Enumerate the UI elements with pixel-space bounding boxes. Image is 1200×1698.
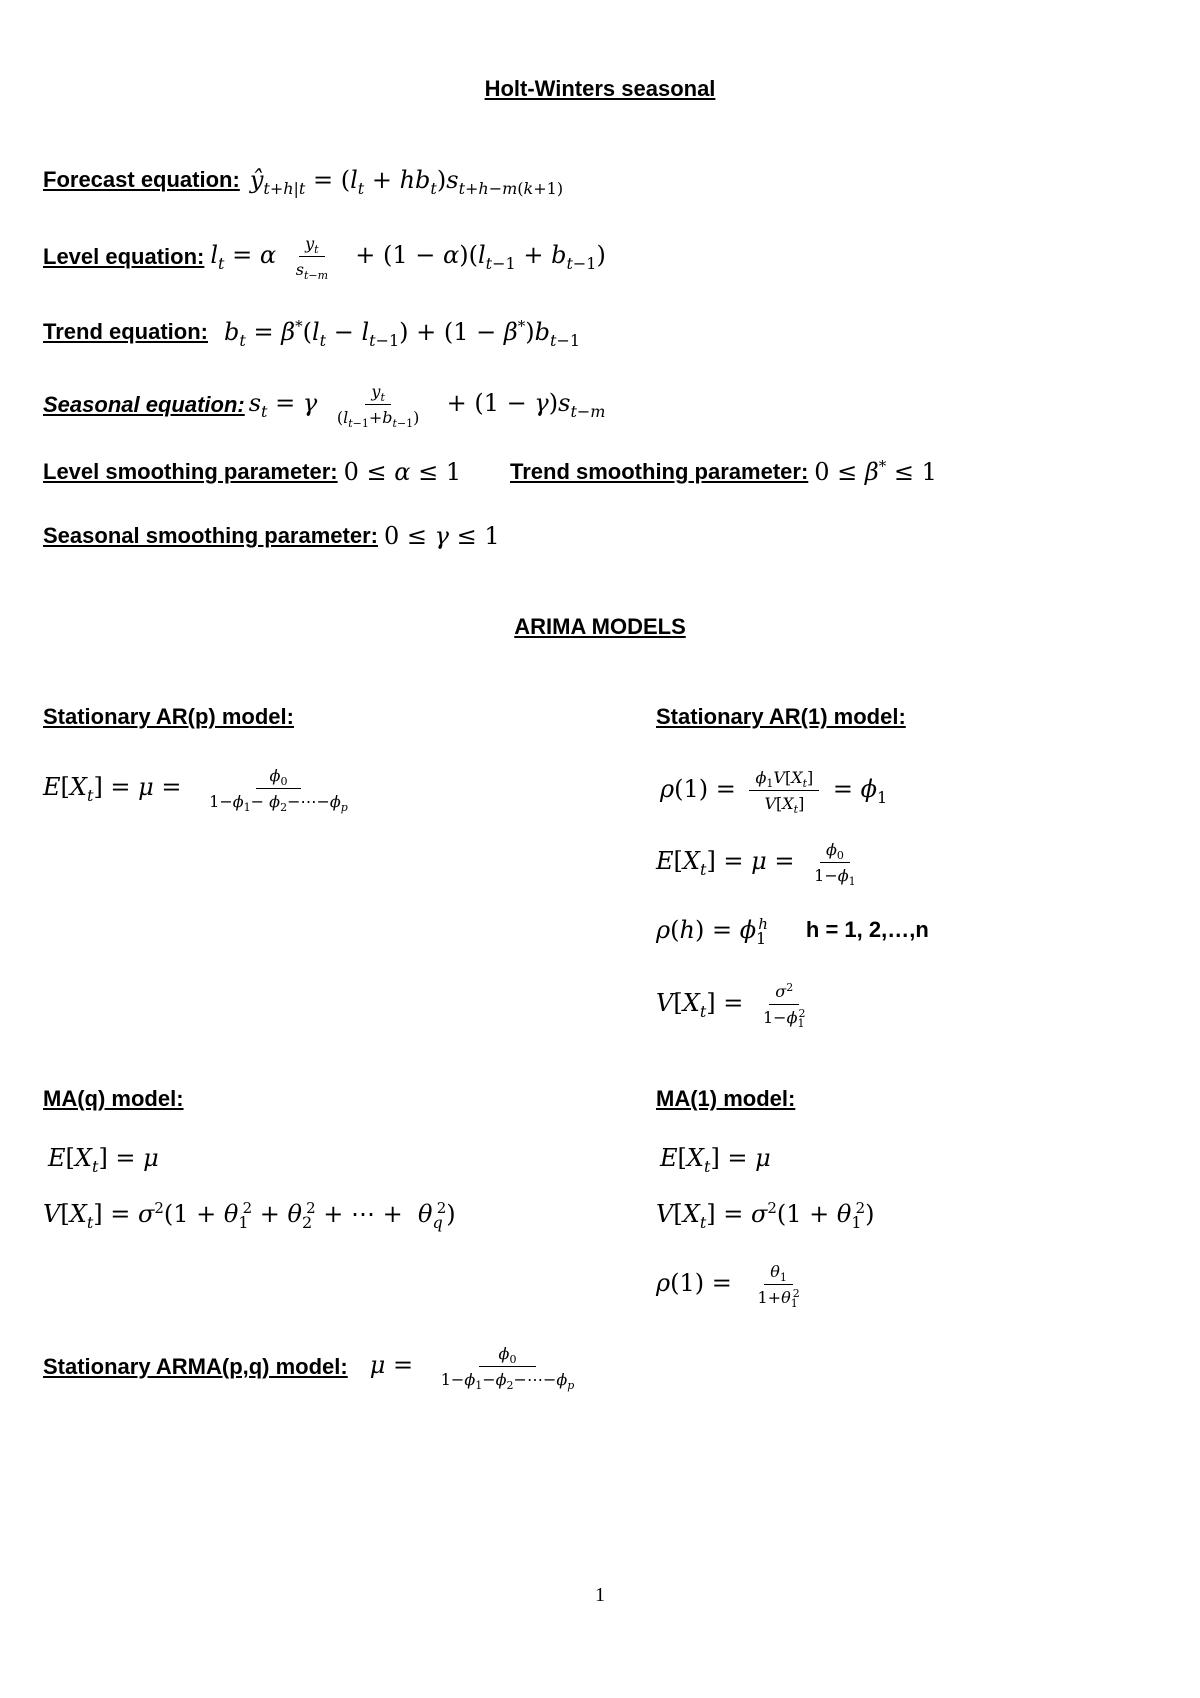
level-param-row xyxy=(43,458,461,486)
ar-1-rhoh-formula: $\rho(h) = \phi_1^h$ xyxy=(656,915,768,948)
level-equation-row xyxy=(43,234,606,283)
ma-q-variance-formula: $V[X_t] = \sigma^2(1 + \theta_1^2 + \theta_2^2$ + ⋯ + $\theta_q^2$) xyxy=(43,1199,456,1232)
seasonal-equation-row xyxy=(43,382,606,431)
ar-1-rho1-formula: ρ(1) = $\frac{\phi_1V[X_t]}{V[X_t]}$ = $\phi_1$ xyxy=(660,768,888,817)
ma-1-mean-formula: $E[X_t] = \mu$ xyxy=(660,1144,771,1176)
forecast-equation-label: Forecast equation: xyxy=(43,167,240,192)
page-number: 1 xyxy=(595,1584,605,1606)
ar-p-mean-formula: $E[X_t] = \mu$ = $\frac{\phi_0}{1-\phi_1- \phi_2-\cdots-\phi_p}$ xyxy=(43,766,348,815)
ma-q-label: MA(q) model: xyxy=(43,1086,184,1111)
ma-1-rho1-formula: ρ(1) = $\frac{\theta_1}{1+\theta_1^2}$ xyxy=(656,1262,800,1311)
trend-param-row xyxy=(510,458,937,486)
ar-1-h-range: h = 1, 2,…,n xyxy=(805,917,929,942)
ar-1-label: Stationary AR(1) model: xyxy=(656,704,906,729)
ar-p-label: Stationary AR(p) model: xyxy=(43,704,294,729)
trend-equation-row xyxy=(43,317,581,350)
level-formula: $l_t = \alpha$ $\frac{y_t}{s_{t-m}}$ + $(1 - \alpha)(l_{t-1} + b_{t-1})$ xyxy=(210,234,606,283)
ar-1-rhoh-row xyxy=(656,915,929,948)
ma-q-mean-formula: $E[X_t] = \mu$ xyxy=(48,1144,159,1176)
level-param-label: Level smoothing parameter: xyxy=(43,459,338,484)
trend-param-formula: 0 ≤ β* ≤ 1 xyxy=(814,457,937,486)
trend-param-label: Trend smoothing parameter: xyxy=(510,459,809,484)
forecast-equation-row xyxy=(43,166,564,198)
seasonal-param-label: Seasonal smoothing parameter: xyxy=(43,523,378,548)
trend-equation-label: Trend equation: xyxy=(43,319,208,344)
arma-label: Stationary ARMA(p,q) model: xyxy=(43,1353,348,1379)
seasonal-equation-label: Seasonal equation: xyxy=(43,391,245,417)
level-param-formula: 0 ≤ α ≤ 1 xyxy=(343,458,462,486)
forecast-formula: $ŷ_{t+h|t} = (l_t + hb_t)s_{t+h-m(k+1)}$ xyxy=(249,166,564,198)
level-equation-label: Level equation: xyxy=(43,243,205,269)
trend-formula: $b_t = \beta^*(l_t - l_{t-1}) + (1 - \beta^*)b_{t-1}$ xyxy=(224,317,581,350)
ma-1-variance-formula: $V[X_t] = \sigma^2(1 + \theta_1^2)$ xyxy=(656,1199,875,1232)
ma-1-label: MA(1) model: xyxy=(656,1086,796,1111)
section-title-holt-winters: Holt-Winters seasonal xyxy=(484,76,716,101)
section-title-arima: ARIMA MODELS xyxy=(514,614,686,639)
seasonal-param-formula: 0 ≤ γ ≤ 1 xyxy=(383,522,500,550)
arma-mean-formula: μ = $\frac{\phi_0}{1-\phi_1-\phi_2-\cdots-\phi_p}$ xyxy=(369,1344,575,1393)
seasonal-param-row xyxy=(43,522,500,550)
seasonal-formula: $s_t = \gamma$ $\frac{y_t}{(l_{t-1}+b_{t-1})}$ + $(1 - \gamma)s_{t-m}$ xyxy=(248,382,606,431)
arma-row xyxy=(43,1344,586,1393)
ar-1-mean-formula: $E[X_t] = \mu$ = $\frac{\phi_0}{1-\phi_1}$ xyxy=(656,840,856,889)
ar-1-variance-formula: $V[X_t]$ = $\frac{\sigma^2}{1-\phi_1^2}$ xyxy=(656,981,806,1031)
